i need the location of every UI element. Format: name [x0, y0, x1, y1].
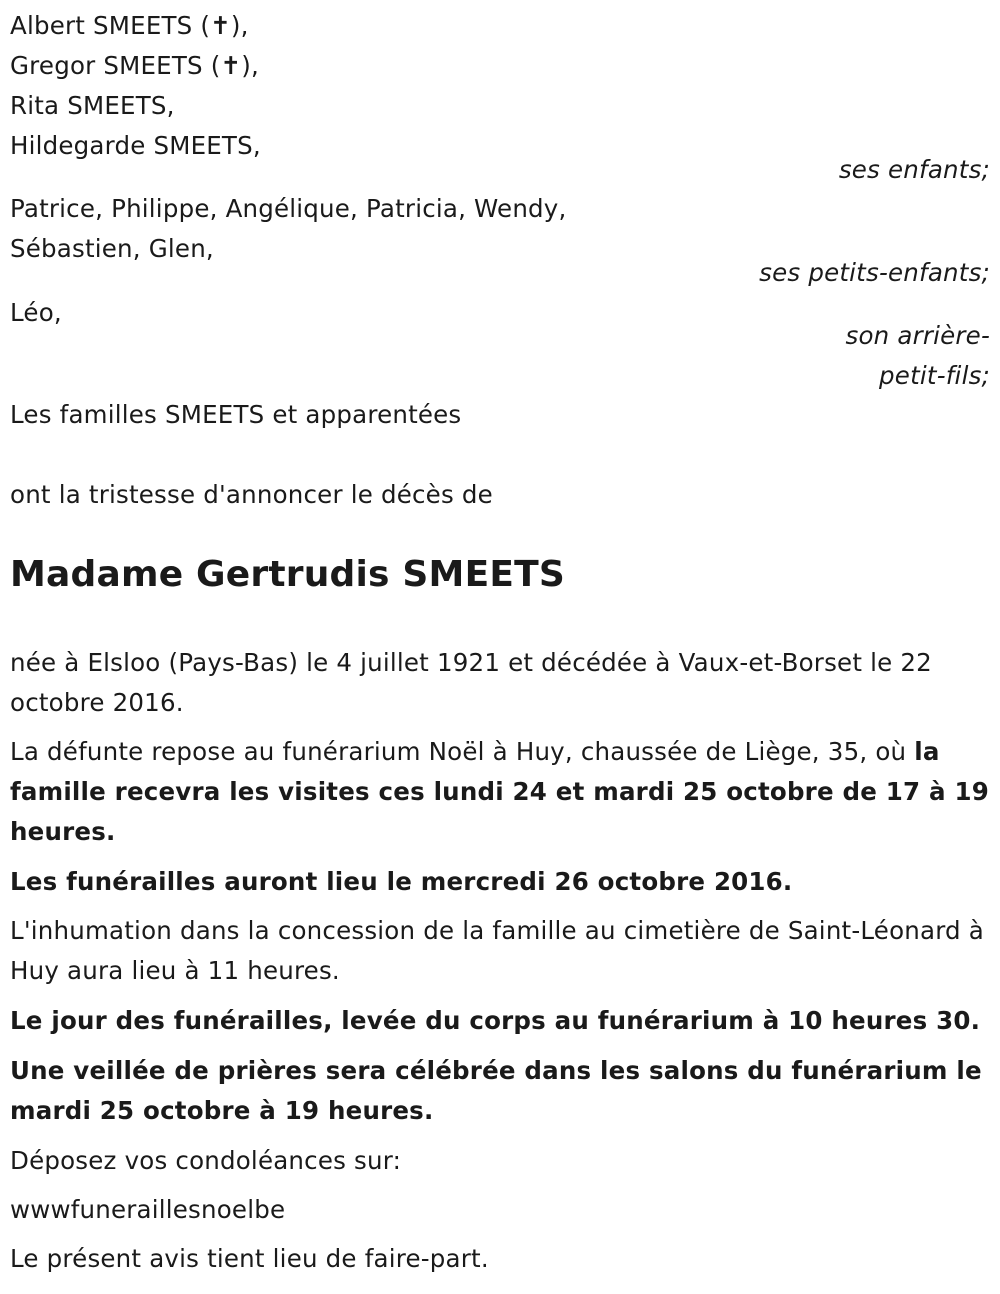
closing-line: Le présent avis tient lieu de faire-part. — [10, 1244, 489, 1273]
child-name-albert: Albert SMEETS (✝), — [10, 11, 249, 40]
grandchildren-line-1: Patrice, Philippe, Angélique, Patricia, Wendy, — [10, 194, 567, 223]
child-name-rita: Rita SMEETS, — [10, 91, 175, 120]
birth-death-paragraph: née à Elsloo (Pays-Bas) le 4 juillet 1921 et décédée à Vaux-et-Borset le 22 octobre 2016. — [10, 648, 932, 717]
condolences-website[interactable]: wwwfuneraillesnoelbe — [10, 1195, 286, 1224]
great-grandchild-label-2: petit-fils; — [879, 361, 990, 390]
grandchildren-line-2: Sébastien, Glen, — [10, 234, 214, 263]
vigil-paragraph: Une veillée de prières sera célébrée dans les salons du funérarium le mardi 25 octobre à 19 heures. — [10, 1056, 982, 1125]
announcement-line: ont la tristesse d'annoncer le décès de — [10, 480, 493, 509]
condolences-intro: Déposez vos condoléances sur: — [10, 1146, 402, 1175]
grandchildren-label: ses petits-enfants; — [759, 258, 990, 287]
burial-paragraph: L'inhumation dans la concession de la famille au cimetière de Saint-Léonard à Huy aura lieu à 11 heures. — [10, 916, 985, 985]
families-line: Les familles SMEETS et apparentées — [10, 400, 462, 429]
departure-paragraph: Le jour des funérailles, levée du corps au funérarium à 10 heures 30. — [10, 1006, 981, 1035]
rest-intro: La défunte repose au funérarium Noël à Huy, chaussée de Liège, 35, où — [10, 737, 915, 766]
great-grandchild-label-1: son arrière- — [845, 321, 990, 350]
deceased-name: Madame Gertrudis SMEETS — [10, 554, 566, 595]
child-name-hildegarde: Hildegarde SMEETS, — [10, 131, 261, 160]
children-label: ses enfants; — [838, 155, 990, 184]
visits-text: la famille recevra les visites ces lundi 24 et mardi 25 octobre de 17 à 19 heures. — [10, 737, 989, 846]
funeral-date-paragraph: Les funérailles auront lieu le mercredi 26 octobre 2016. — [10, 867, 793, 896]
rest-paragraph — [10, 732, 995, 852]
great-grandchild-name: Léo, — [10, 298, 62, 327]
child-name-gregor: Gregor SMEETS (✝), — [10, 51, 259, 80]
